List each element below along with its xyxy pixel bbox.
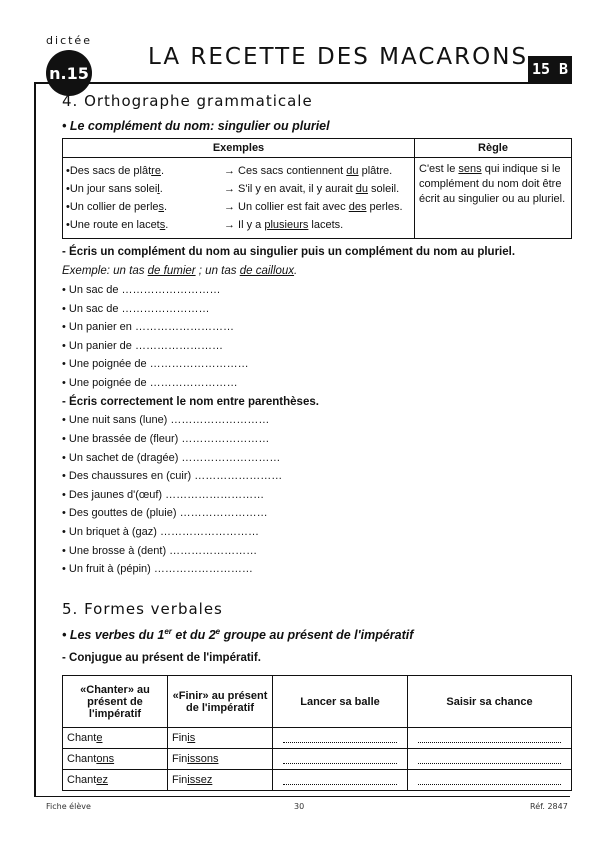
footer-rule (34, 796, 570, 797)
example-row: •Une route en lacets. → Il y a plusieurs lacets. (66, 219, 344, 231)
list-item: • Une poignée de ……………………… (62, 358, 249, 370)
list-item: • Des chaussures en (cuir) …………………… (62, 470, 283, 482)
col-rule-header: Règle (415, 139, 572, 158)
instruction-conjugate: - Conjugue au présent de l'impératif. (62, 652, 261, 664)
saisir-answer-blank[interactable] (408, 770, 572, 791)
list-item: • Une brassée de (fleur) …………………… (62, 433, 270, 445)
footer-left: Fiche élève (46, 802, 91, 811)
conjugation-table (62, 675, 572, 791)
table-row (63, 749, 572, 770)
list-item: • Un fruit à (pépin) ……………………… (62, 563, 253, 575)
chanter-form: Chantons (63, 749, 168, 770)
instruction-complement: - Écris un complément du nom au singulier puis un complément du nom au pluriel. (62, 246, 516, 258)
list-item: • Un panier de …………………… (62, 340, 223, 352)
list-item: • Des gouttes de (pluie) …………………… (62, 507, 268, 519)
col-examples-header: Exemples (63, 139, 415, 158)
list-item: • Un sachet de (dragée) ……………………… (62, 452, 281, 464)
list-item: • Des jaunes d'(œuf) ……………………… (62, 489, 265, 501)
section4-subtitle: • Le complément du nom: singulier ou pluriel (62, 119, 330, 133)
instruction-parentheses: - Écris correctement le nom entre parenthèses. (62, 396, 319, 408)
lancer-answer-blank[interactable] (273, 749, 408, 770)
dictee-label: dictée (46, 34, 92, 47)
chanter-form: Chante (63, 728, 168, 749)
footer-reference: Réf. 2847 (530, 802, 568, 811)
dictation-number: n.15 (49, 64, 89, 83)
examples-rule-table (62, 138, 572, 239)
saisir-answer-blank[interactable] (408, 749, 572, 770)
section5-subtitle: • Les verbes du 1er et du 2e groupe au présent de l'impératif (62, 627, 414, 643)
header-saisir: Saisir sa chance (408, 676, 572, 728)
page-title: LA RECETTE DES MACARONS (148, 44, 529, 70)
lancer-answer-blank[interactable] (273, 770, 408, 791)
example-row: •Un collier de perles. → Un collier est fait avec des perles. (66, 201, 403, 213)
rule-cell: C'est le sens qui indique si le complément du nom doit être écrit au singulier ou au pluriel. (415, 158, 572, 239)
lancer-answer-blank[interactable] (273, 728, 408, 749)
section5-title: 5. Formes verbales (62, 600, 223, 618)
header-lancer: Lancer sa balle (273, 676, 408, 728)
list-item: • Un briquet à (gaz) ……………………… (62, 526, 260, 538)
list-item: • Un panier en ……………………… (62, 321, 234, 333)
reference-tag: 15 B (528, 56, 572, 82)
chanter-form: Chantez (63, 770, 168, 791)
list-item: • Une poignée de …………………… (62, 377, 238, 389)
saisir-answer-blank[interactable] (408, 728, 572, 749)
table-row (63, 770, 572, 791)
example-row: •Un jour sans soleil. → S'il y en avait, il y aurait du soleil. (66, 183, 400, 195)
finir-form: Finissons (168, 749, 273, 770)
examples-cell (63, 158, 415, 239)
list-item: • Un sac de …………………… (62, 303, 210, 315)
table-row (63, 728, 572, 749)
section4-title: 4. Orthographe grammaticale (62, 92, 313, 110)
finir-form: Finis (168, 728, 273, 749)
example-row: •Des sacs de plâtre. → Ces sacs contiennent du plâtre. (66, 165, 393, 177)
page-number: 30 (294, 802, 305, 811)
finir-form: Finissez (168, 770, 273, 791)
header-finir: «Finir» au présent de l'impératif (168, 676, 273, 728)
list-item: • Une nuit sans (lune) ……………………… (62, 414, 270, 426)
example-line: Exemple: un tas de fumier ; un tas de cailloux. (62, 265, 298, 277)
header-chanter: «Chanter» au présent de l'impératif (63, 676, 168, 728)
list-item: • Une brosse à (dent) …………………… (62, 545, 258, 557)
list-item: • Un sac de ……………………… (62, 284, 221, 296)
